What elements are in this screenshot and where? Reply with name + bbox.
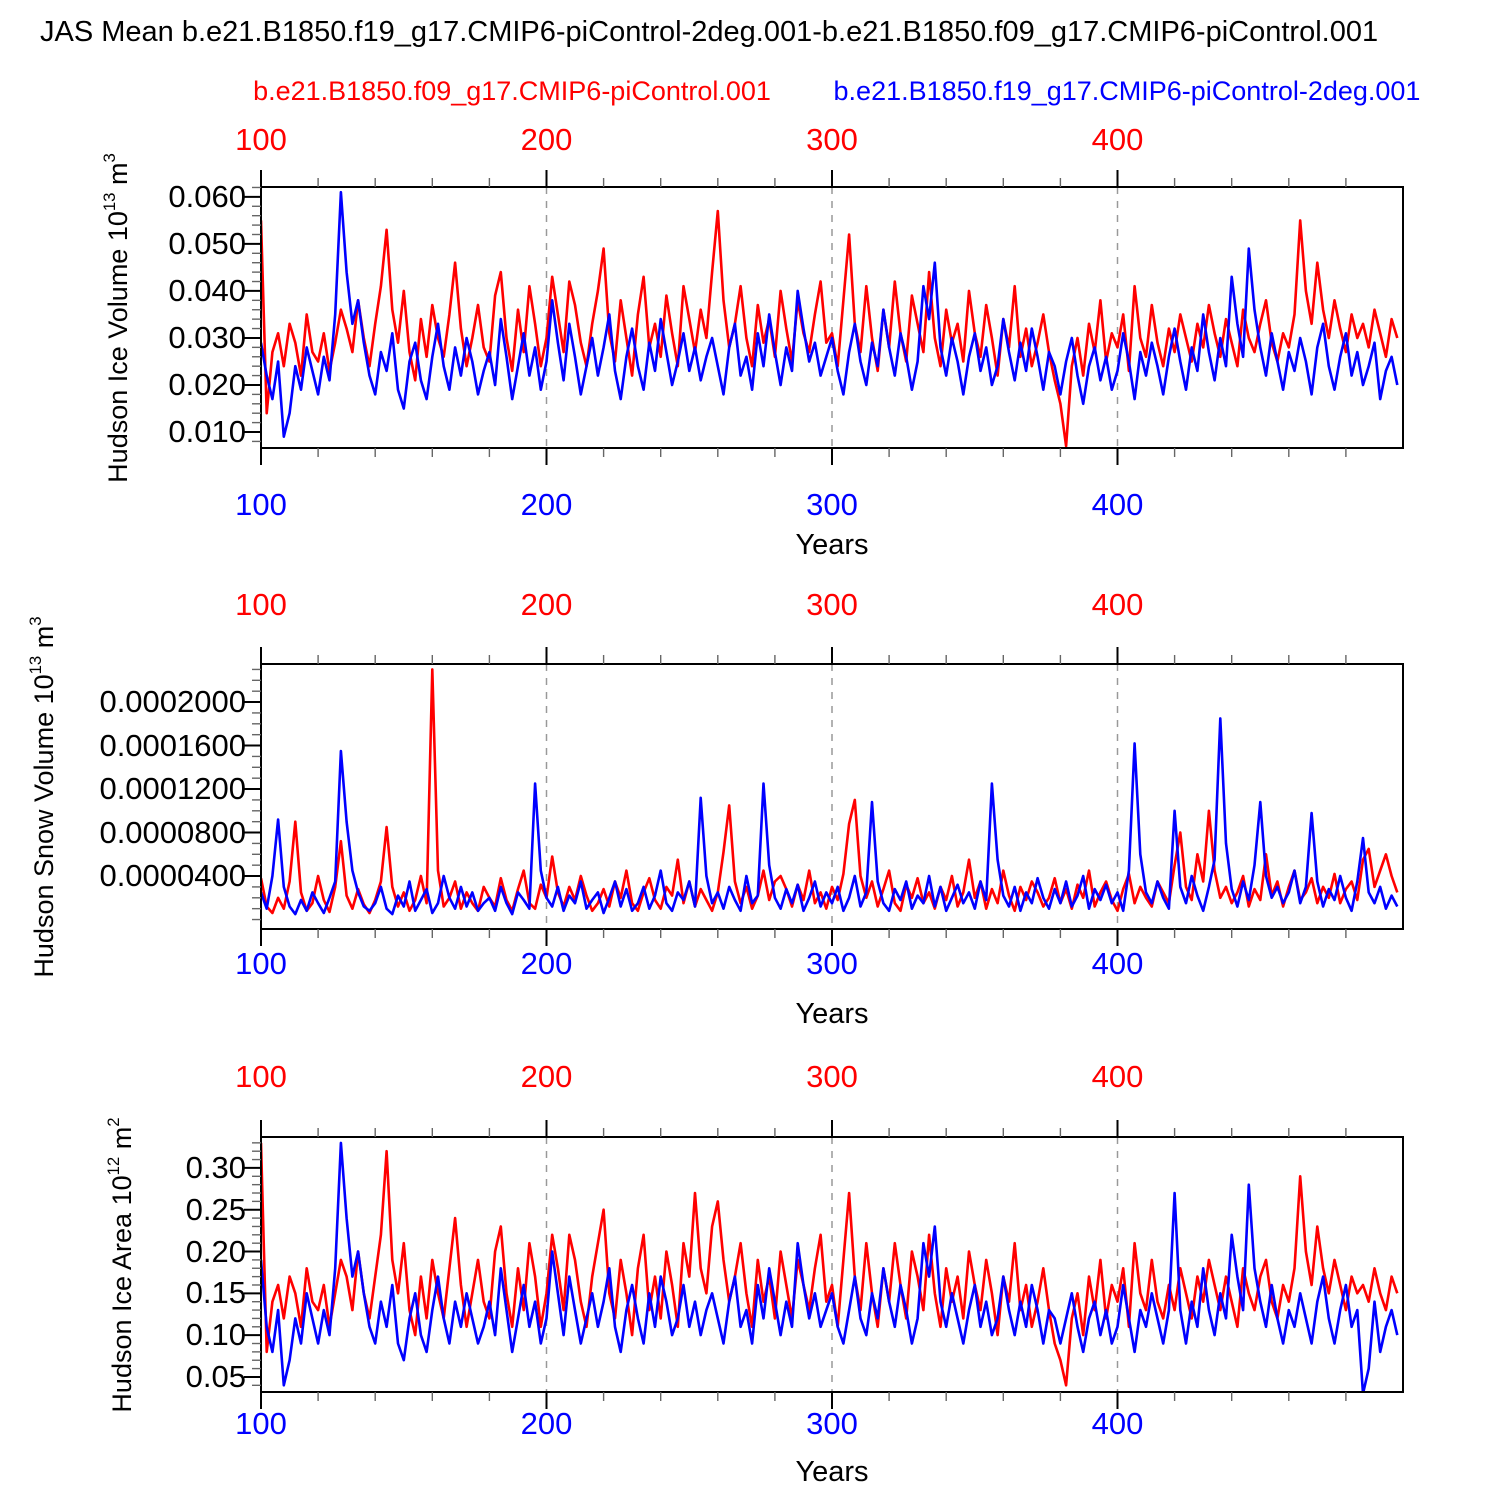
x-tick-label-top: 400 bbox=[1091, 587, 1144, 622]
x-tick-label-bottom: 400 bbox=[1091, 946, 1144, 981]
x-axis-title-years-panel2: Years bbox=[795, 998, 869, 1030]
y-axis-title-unit-exponent: 3 bbox=[25, 616, 45, 626]
y-tick-label: 0.030 bbox=[168, 319, 246, 355]
x-tick-label-bottom: 100 bbox=[235, 487, 287, 522]
x-tick-label-top: 100 bbox=[235, 587, 287, 622]
y-tick-label: 0.010 bbox=[168, 414, 246, 449]
x-tick-label-top: 300 bbox=[806, 1059, 858, 1094]
y-axis-title-unit: m bbox=[107, 1126, 137, 1157]
x-tick-label-bottom: 200 bbox=[520, 487, 573, 522]
y-tick-label: 0.0001600 bbox=[99, 727, 246, 763]
x-tick-label-top: 100 bbox=[235, 122, 287, 157]
x-tick-label-top: 400 bbox=[1091, 122, 1144, 157]
x-tick-label-top: 200 bbox=[520, 122, 573, 157]
y-tick-label: 0.15 bbox=[185, 1275, 246, 1311]
y-axis-title-unit: m bbox=[29, 625, 59, 656]
y-tick-label: 0.060 bbox=[168, 178, 246, 214]
y-axis-title-exponent: 13 bbox=[99, 192, 119, 212]
y-axis-title-text: Hudson Ice Area 10 bbox=[107, 1175, 137, 1413]
y-tick-label: 0.20 bbox=[185, 1233, 246, 1269]
y-tick-label: 0.050 bbox=[168, 225, 246, 261]
y-axis-title-snow-volume bbox=[20, 567, 59, 1027]
figure-title: JAS Mean b.e21.B1850.f19_g17.CMIP6-piControl-2deg.001-b.e21.B1850.f09_g17.CMIP6-piControl.001 bbox=[40, 16, 1379, 48]
y-tick-label: 0.0000400 bbox=[99, 858, 246, 894]
y-axis-title-unit-exponent: 2 bbox=[103, 1117, 123, 1127]
x-axis-title-years-panel3: Years bbox=[795, 1456, 869, 1488]
y-axis-title-exponent: 13 bbox=[25, 655, 45, 675]
x-tick-label-bottom: 300 bbox=[806, 946, 858, 981]
y-tick-label: 0.10 bbox=[185, 1317, 246, 1353]
y-axis-title-unit-exponent: 3 bbox=[99, 153, 119, 163]
y-axis-title-ice-area bbox=[98, 1055, 137, 1475]
y-axis-title-exponent: 12 bbox=[103, 1156, 123, 1176]
y-axis-title-text: Hudson Snow Volume 10 bbox=[29, 674, 59, 978]
y-tick-label: 0.0002000 bbox=[99, 684, 246, 720]
y-axis-title-text: Hudson Ice Volume 10 bbox=[103, 211, 133, 483]
x-tick-label-bottom: 100 bbox=[235, 1406, 287, 1441]
legend-blue-label: b.e21.B1850.f19_g17.CMIP6-piControl-2deg.001 bbox=[833, 76, 1421, 106]
y-axis-title-unit: m bbox=[103, 162, 133, 193]
y-tick-label: 0.0000800 bbox=[99, 814, 246, 850]
x-tick-label-bottom: 200 bbox=[520, 1406, 573, 1441]
x-tick-label-bottom: 400 bbox=[1091, 1406, 1144, 1441]
y-tick-label: 0.30 bbox=[185, 1149, 246, 1185]
x-tick-label-top: 300 bbox=[806, 122, 858, 157]
x-tick-label-bottom: 400 bbox=[1091, 487, 1144, 522]
x-tick-label-top: 200 bbox=[520, 1059, 573, 1094]
y-tick-label: 0.020 bbox=[168, 366, 246, 402]
x-tick-label-bottom: 100 bbox=[235, 946, 287, 981]
x-tick-label-top: 100 bbox=[235, 1059, 287, 1094]
y-tick-label: 0.0001200 bbox=[99, 771, 246, 807]
x-axis-title-years-panel1: Years bbox=[795, 529, 869, 561]
x-tick-label-top: 400 bbox=[1091, 1059, 1144, 1094]
x-tick-label-bottom: 300 bbox=[806, 487, 858, 522]
y-axis-title-ice-volume bbox=[94, 108, 133, 528]
y-tick-label: 0.25 bbox=[185, 1191, 246, 1227]
x-tick-label-top: 200 bbox=[520, 587, 573, 622]
y-tick-label: 0.05 bbox=[185, 1358, 246, 1394]
x-tick-label-bottom: 300 bbox=[806, 1406, 858, 1441]
x-tick-label-top: 300 bbox=[806, 587, 858, 622]
x-tick-label-bottom: 200 bbox=[520, 946, 573, 981]
y-tick-label: 0.040 bbox=[168, 272, 246, 308]
legend-red-label: b.e21.B1850.f09_g17.CMIP6-piControl.001 bbox=[253, 76, 771, 106]
